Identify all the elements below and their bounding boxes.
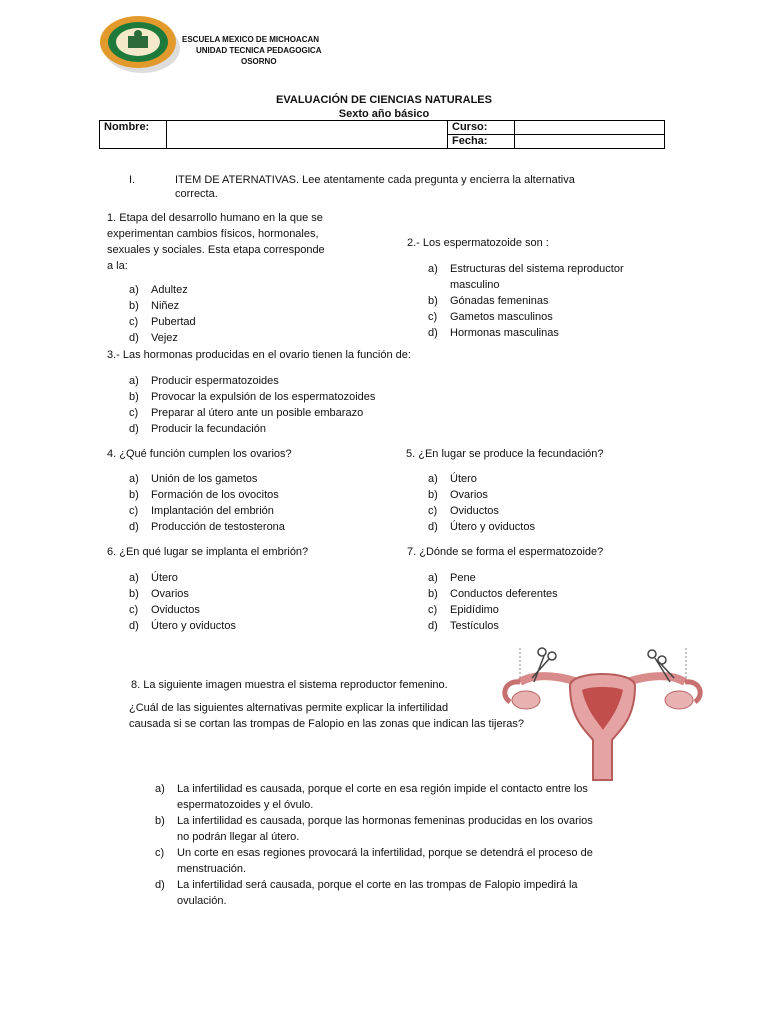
- option-b[interactable]: [428, 293, 688, 309]
- option-text: La infertilidad es causada, porque las hormonas femeninas producidas en los ovarios: [177, 815, 593, 827]
- female-reproductive-system-illustration: [490, 640, 715, 790]
- option-text: Oviductos: [450, 505, 499, 517]
- option-text: Útero: [450, 473, 477, 485]
- option-text: Formación de los ovocitos: [151, 489, 279, 501]
- option-letter: c): [428, 505, 438, 517]
- option-text: espermatozoides y el óvulo.: [177, 799, 314, 811]
- question-1-options: [129, 282, 329, 346]
- option-a-continued: [428, 277, 688, 293]
- page-subtitle: Sexto año básico: [338, 108, 430, 120]
- option-text: Útero: [151, 572, 178, 584]
- option-letter: [155, 893, 177, 909]
- option-letter: a): [129, 284, 139, 296]
- option-letter: c): [129, 316, 139, 328]
- option-text: Epidídimo: [450, 604, 499, 616]
- question-1-text-line: 1. Etapa del desarrollo humano en la que se: [107, 212, 323, 224]
- option-text: Producir espermatozoides: [151, 375, 279, 387]
- option-letter: b): [155, 815, 165, 827]
- option-letter: b): [428, 295, 438, 307]
- option-letter: a): [155, 783, 165, 795]
- option-letter: d): [428, 620, 438, 632]
- option-c[interactable]: [428, 309, 688, 325]
- option-a[interactable]: [129, 373, 459, 389]
- option-b-continued: [155, 829, 675, 845]
- option-letter: a): [428, 572, 438, 584]
- option-letter: [155, 829, 177, 845]
- option-b[interactable]: [129, 389, 459, 405]
- option-letter: c): [129, 505, 139, 517]
- option-c[interactable]: [155, 845, 675, 861]
- question-1-text-line: a la:: [107, 260, 128, 272]
- option-letter: b): [129, 300, 139, 312]
- option-a-continued: [155, 797, 675, 813]
- option-b[interactable]: [129, 487, 389, 503]
- option-a[interactable]: [129, 282, 329, 298]
- option-text: Útero y oviductos: [151, 620, 236, 632]
- section-instructions-line1: ITEM DE ATERNATIVAS. Lee atentamente cada pregunta y encierra la alternativa: [175, 174, 575, 186]
- option-letter: c): [155, 847, 165, 859]
- option-letter: d): [155, 879, 165, 891]
- question-5-text: 5. ¿En lugar se produce la fecundación?: [406, 448, 604, 460]
- option-letter: d): [428, 327, 438, 339]
- option-letter: c): [129, 604, 139, 616]
- option-d[interactable]: [428, 325, 688, 341]
- school-unit: UNIDAD TECNICA PEDAGOGICA: [196, 46, 322, 55]
- question-8-prompt-line1: ¿Cuál de las siguientes alternativas permite explicar la infertilidad: [129, 702, 449, 714]
- option-text: Adultez: [151, 284, 188, 296]
- option-d[interactable]: [129, 618, 349, 634]
- question-4-text: 4. ¿Qué función cumplen los ovarios?: [107, 448, 292, 460]
- option-letter: a): [428, 263, 438, 275]
- section-number: I.: [129, 174, 136, 186]
- option-letter: c): [428, 311, 438, 323]
- option-letter: a): [129, 473, 139, 485]
- option-text: Vejez: [151, 332, 178, 344]
- option-text: Útero y oviductos: [450, 521, 535, 533]
- nombre-label: Nombre:: [100, 121, 167, 149]
- school-name: ESCUELA MEXICO DE MICHOACAN: [182, 35, 320, 44]
- option-letter: b): [428, 489, 438, 501]
- question-1: [107, 210, 377, 274]
- option-d[interactable]: [155, 877, 675, 893]
- option-text: ovulación.: [177, 895, 227, 907]
- option-b[interactable]: [428, 586, 648, 602]
- option-a[interactable]: [428, 261, 688, 277]
- option-text: Pene: [450, 572, 476, 584]
- question-3-options: [129, 373, 459, 437]
- option-letter: d): [129, 423, 139, 435]
- option-c[interactable]: [129, 503, 389, 519]
- option-c[interactable]: [129, 602, 349, 618]
- option-b[interactable]: [155, 813, 675, 829]
- option-text: Pubertad: [151, 316, 196, 328]
- option-text: Ovarios: [151, 588, 189, 600]
- option-text: Gametos masculinos: [450, 311, 553, 323]
- option-text: Ovarios: [450, 489, 488, 501]
- option-text: Producir la fecundación: [151, 423, 266, 435]
- option-text: Niñez: [151, 300, 180, 312]
- option-letter: d): [129, 521, 139, 533]
- section-instructions-line2: correcta.: [175, 188, 218, 200]
- option-text: Gónadas femeninas: [450, 295, 549, 307]
- option-a[interactable]: [129, 570, 349, 586]
- option-text: La infertilidad es causada, porque el corte en esa región impide el contacto entre los: [177, 783, 588, 795]
- fecha-field[interactable]: [515, 135, 665, 149]
- question-2-text: 2.- Los espermatozoide son :: [407, 237, 549, 249]
- option-text: Un corte en esas regiones provocará la infertilidad, porque se detendrá el proceso de: [177, 847, 593, 859]
- option-b[interactable]: [428, 487, 648, 503]
- option-text: La infertilidad será causada, porque el corte en las trompas de Falopio impedirá la: [177, 879, 578, 891]
- question-1-text-line: experimentan cambios físicos, hormonales,: [107, 228, 319, 240]
- question-2-options: [428, 261, 688, 341]
- curso-field[interactable]: [515, 121, 665, 135]
- question-8-options: [155, 781, 675, 909]
- option-letter: d): [129, 332, 139, 344]
- question-7-options: [428, 570, 648, 634]
- option-letter: [428, 277, 450, 293]
- option-a[interactable]: [155, 781, 675, 797]
- option-a[interactable]: [428, 471, 648, 487]
- question-3-text: 3.- Las hormonas producidas en el ovario tienen la función de:: [107, 349, 411, 361]
- option-c[interactable]: [129, 405, 459, 421]
- option-d[interactable]: [428, 618, 648, 634]
- option-text: no podrán llegar al útero.: [177, 831, 300, 843]
- question-7-text: 7. ¿Dónde se forma el espermatozoide?: [407, 546, 604, 558]
- option-text: Producción de testosterona: [151, 521, 285, 533]
- option-text: Unión de los gametos: [151, 473, 258, 485]
- question-6-options: [129, 570, 349, 634]
- option-d[interactable]: [129, 519, 389, 535]
- option-c-continued: [155, 861, 675, 877]
- option-d-continued: [155, 893, 675, 909]
- question-4-options: [129, 471, 389, 535]
- option-text: masculino: [450, 279, 500, 291]
- option-letter: c): [129, 407, 139, 419]
- option-d[interactable]: [129, 330, 329, 346]
- option-a[interactable]: [428, 570, 648, 586]
- option-letter: b): [129, 489, 139, 501]
- option-text: Provocar la expulsión de los espermatozoides: [151, 391, 376, 403]
- question-6-text: 6. ¿En qué lugar se implanta el embrión?: [107, 546, 309, 558]
- option-text: Implantación del embrión: [151, 505, 274, 517]
- question-8-prompt-line2: causada si se cortan las trompas de Falopio en las zonas que indican las tijeras?: [129, 718, 525, 730]
- question-5-options: [428, 471, 648, 535]
- option-text: menstruación.: [177, 863, 247, 875]
- option-text: Oviductos: [151, 604, 200, 616]
- option-b[interactable]: [129, 298, 329, 314]
- option-a[interactable]: [129, 471, 389, 487]
- option-letter: c): [428, 604, 438, 616]
- option-letter: d): [129, 620, 139, 632]
- option-b[interactable]: [129, 586, 349, 602]
- school-logo: [98, 14, 182, 76]
- option-letter: b): [129, 391, 139, 403]
- option-d[interactable]: [428, 519, 648, 535]
- option-letter: [155, 861, 177, 877]
- option-c[interactable]: [428, 602, 648, 618]
- question-1-text-line: sexuales y sociales. Esta etapa corresponde: [107, 244, 325, 256]
- option-letter: a): [129, 375, 139, 387]
- option-text: Testículos: [450, 620, 499, 632]
- option-letter: [155, 797, 177, 813]
- curso-label: Curso:: [448, 121, 515, 135]
- page-title: EVALUACIÓN DE CIENCIAS NATURALES: [276, 94, 492, 106]
- option-text: Hormonas masculinas: [450, 327, 559, 339]
- option-letter: d): [428, 521, 438, 533]
- option-text: Estructuras del sistema reproductor: [450, 263, 624, 275]
- question-8-text: 8. La siguiente imagen muestra el sistema reproductor femenino.: [131, 679, 448, 691]
- nombre-field[interactable]: [167, 121, 448, 149]
- student-info-table: [99, 120, 665, 149]
- option-letter: a): [428, 473, 438, 485]
- fecha-label: Fecha:: [448, 135, 515, 149]
- option-letter: a): [129, 572, 139, 584]
- option-c[interactable]: [428, 503, 648, 519]
- option-text: Conductos deferentes: [450, 588, 558, 600]
- option-d[interactable]: [129, 421, 459, 437]
- option-text: Preparar al útero ante un posible embarazo: [151, 407, 364, 419]
- option-letter: b): [428, 588, 438, 600]
- school-city: OSORNO: [241, 57, 277, 66]
- option-c[interactable]: [129, 314, 329, 330]
- option-letter: b): [129, 588, 139, 600]
